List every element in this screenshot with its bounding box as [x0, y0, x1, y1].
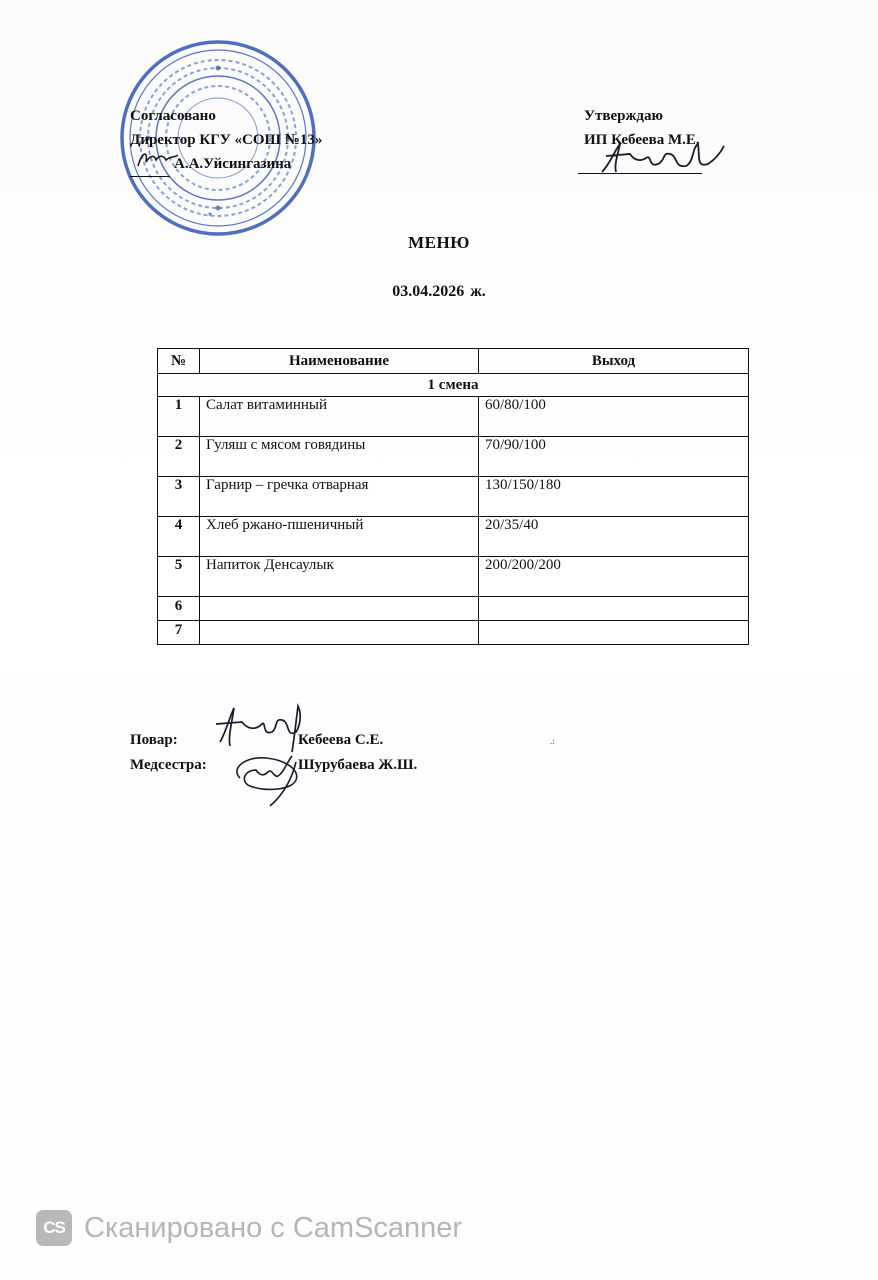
menu-table: [157, 348, 749, 645]
dish-name: Напиток Денсаулык: [200, 557, 479, 597]
table-row: [158, 621, 749, 645]
row-number: 4: [158, 517, 200, 557]
row-number: 7: [158, 621, 200, 645]
dish-output: 20/35/40: [479, 517, 749, 557]
director-signature: [134, 146, 182, 172]
dish-name: [200, 621, 479, 645]
table-row: [158, 477, 749, 517]
dish-name: Гуляш с мясом говядины: [200, 437, 479, 477]
dish-name: Гарнир – гречка отварная: [200, 477, 479, 517]
date-value: 03.04.2026: [392, 283, 465, 300]
row-number: 1: [158, 397, 200, 437]
table-row: [158, 517, 749, 557]
row-number: 2: [158, 437, 200, 477]
row-number: 3: [158, 477, 200, 517]
document-date: [0, 283, 878, 301]
cook-role: Повар:: [130, 732, 178, 748]
document-title: МЕНЮ: [408, 233, 470, 252]
table-row: [158, 557, 749, 597]
approver-name: ИП Кебеева М.Е.: [584, 132, 700, 148]
director-position: Директор КГУ «СОШ №13»: [130, 132, 323, 148]
table-row: [158, 437, 749, 477]
dish-name: Салат витаминный: [200, 397, 479, 437]
date-suffix: ж.: [470, 283, 486, 300]
camscanner-logo-icon: [36, 1210, 72, 1246]
dish-name: Хлеб ржано-пшеничный: [200, 517, 479, 557]
cook-name: Кебеева С.Е.: [298, 732, 384, 748]
camscanner-watermark: [36, 1208, 462, 1248]
director-name: А.А.Уйсингазина: [174, 156, 292, 172]
nurse-name: Шурубаева Ж.Ш.: [298, 757, 418, 773]
shift-row: [158, 374, 749, 397]
cook-signature: [212, 702, 304, 754]
header-name: Наименование: [200, 349, 479, 374]
watermark-text: Сканировано с CamScanner: [84, 1211, 463, 1244]
dish-output: [479, 597, 749, 621]
approve-label: Утверждаю: [584, 108, 663, 124]
dish-output: [479, 621, 749, 645]
nurse-role: Медсестра:: [130, 757, 207, 773]
dish-output: 70/90/100: [479, 437, 749, 477]
header-output: Выход: [479, 349, 749, 374]
scan-speck: .:: [550, 736, 555, 746]
row-number: 5: [158, 557, 200, 597]
header-number: №: [158, 349, 200, 374]
approver-signature: [596, 138, 726, 178]
logo-text: CS: [43, 1218, 65, 1237]
nurse-signature: [226, 748, 310, 808]
shift-label: 1 смена: [158, 374, 749, 397]
approval-label: Согласовано: [130, 108, 216, 124]
dish-name: [200, 597, 479, 621]
dish-output: 130/150/180: [479, 477, 749, 517]
dish-output: 60/80/100: [479, 397, 749, 437]
table-row: [158, 597, 749, 621]
table-header-row: [158, 349, 749, 374]
row-number: 6: [158, 597, 200, 621]
dish-output: 200/200/200: [479, 557, 749, 597]
table-row: [158, 397, 749, 437]
